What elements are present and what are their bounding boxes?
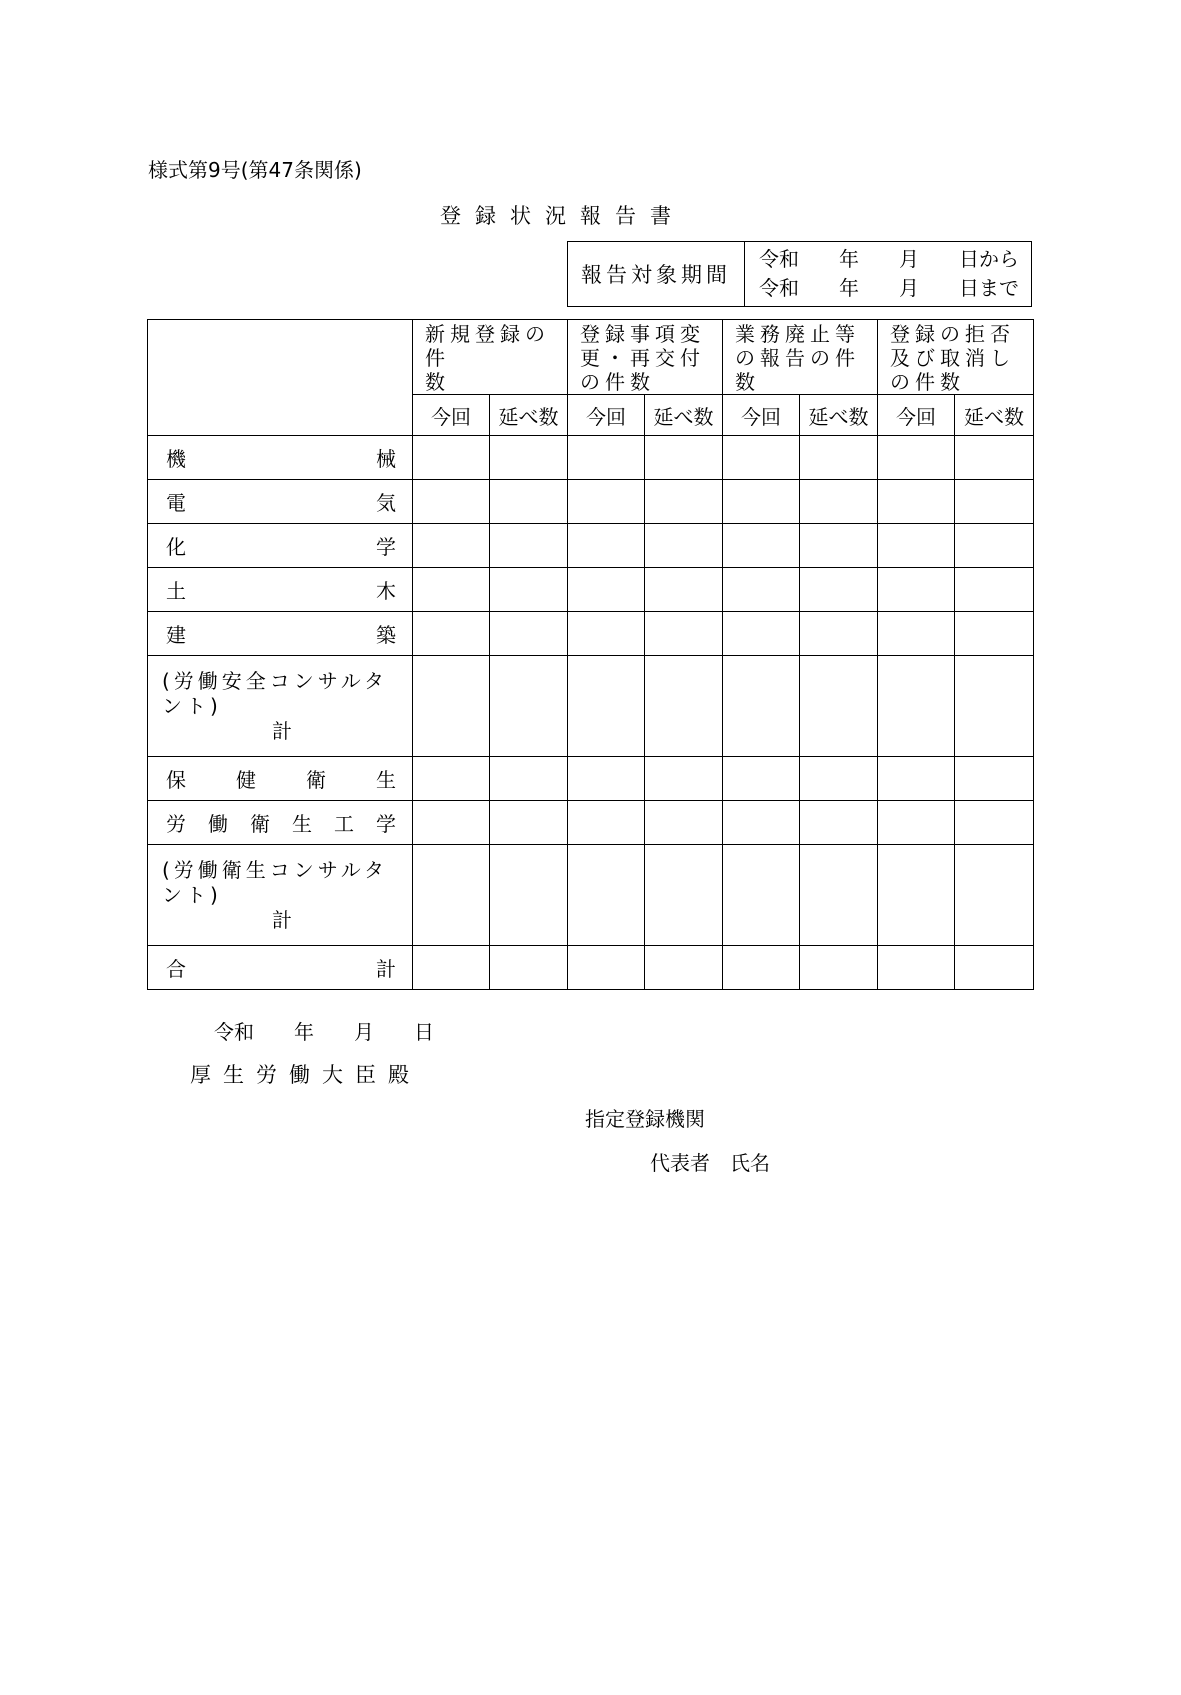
table-row-building: [148, 612, 1034, 656]
subheader-cumulative: 延べ数: [490, 395, 568, 436]
data-cell[interactable]: [568, 480, 645, 524]
data-cell[interactable]: [645, 480, 723, 524]
data-cell[interactable]: [645, 757, 723, 801]
row-label-hygiene-engineering: 労働衛生工学: [148, 801, 413, 845]
data-cell[interactable]: [490, 801, 568, 845]
data-cell[interactable]: [568, 568, 645, 612]
submission-date-field[interactable]: 令和 年 月 日: [214, 1020, 434, 1044]
data-cell[interactable]: [568, 946, 645, 990]
data-cell[interactable]: [645, 845, 723, 946]
subheader-current: 今回: [413, 395, 490, 436]
data-cell[interactable]: [878, 656, 955, 757]
data-cell[interactable]: [878, 757, 955, 801]
data-cell[interactable]: [645, 612, 723, 656]
data-cell[interactable]: [413, 656, 490, 757]
data-cell[interactable]: [568, 436, 645, 480]
data-cell[interactable]: [413, 801, 490, 845]
table-row-machine: [148, 436, 1034, 480]
data-cell[interactable]: [800, 757, 878, 801]
safety-consultant-label: (労働安全コンサルタント): [162, 668, 389, 718]
data-cell[interactable]: [800, 845, 878, 946]
data-cell[interactable]: [645, 524, 723, 568]
reporting-period-box: [567, 241, 1032, 307]
subheader-current: 今回: [723, 395, 800, 436]
subheader-current: 今回: [878, 395, 955, 436]
data-cell[interactable]: [568, 757, 645, 801]
data-cell[interactable]: [413, 845, 490, 946]
data-cell[interactable]: [645, 436, 723, 480]
data-cell[interactable]: [800, 480, 878, 524]
addressee: 厚生労働大臣殿: [190, 1063, 421, 1087]
data-cell[interactable]: [723, 757, 800, 801]
data-cell[interactable]: [490, 656, 568, 757]
row-label-health-consultant: [148, 845, 413, 946]
col-business-abolition: 業務廃止等の報告の件数: [723, 320, 878, 395]
data-cell[interactable]: [568, 801, 645, 845]
row-label-building: 建築: [148, 612, 413, 656]
safety-total-label: 計: [272, 718, 292, 743]
row-label-civil: 土木: [148, 568, 413, 612]
row-label-grand-total: 合計: [148, 946, 413, 990]
data-cell[interactable]: [490, 757, 568, 801]
subheader-cumulative: 延べ数: [800, 395, 878, 436]
data-cell[interactable]: [490, 612, 568, 656]
data-cell[interactable]: [413, 757, 490, 801]
data-cell[interactable]: [955, 656, 1034, 757]
data-cell[interactable]: [800, 612, 878, 656]
data-cell[interactable]: [955, 612, 1034, 656]
row-label-machine: 機械: [148, 436, 413, 480]
data-cell[interactable]: [568, 612, 645, 656]
form-number: 様式第9号(第47条関係): [148, 158, 362, 182]
health-consultant-label: (労働衛生コンサルタント): [162, 857, 389, 907]
data-cell[interactable]: [800, 801, 878, 845]
data-cell[interactable]: [413, 436, 490, 480]
data-cell[interactable]: [490, 845, 568, 946]
data-cell[interactable]: [723, 568, 800, 612]
data-cell[interactable]: [413, 480, 490, 524]
data-cell[interactable]: [878, 612, 955, 656]
data-cell[interactable]: [413, 524, 490, 568]
representative-name-field[interactable]: 代表者 氏名: [650, 1151, 770, 1175]
data-cell[interactable]: [568, 656, 645, 757]
table-row-health: [148, 757, 1034, 801]
data-cell[interactable]: [413, 568, 490, 612]
data-cell[interactable]: [645, 656, 723, 757]
col-refusals-cancellations: 登録の拒否及び取消しの件数: [878, 320, 1034, 395]
data-cell[interactable]: [723, 480, 800, 524]
data-cell[interactable]: [568, 845, 645, 946]
data-cell[interactable]: [645, 946, 723, 990]
data-cell[interactable]: [568, 524, 645, 568]
data-cell[interactable]: [878, 568, 955, 612]
period-from-field[interactable]: 令和 年 月 日から: [759, 247, 1019, 271]
table-row-hygiene-engineering: [148, 801, 1034, 845]
table-row-health-consultant-total: [148, 845, 1034, 946]
data-cell[interactable]: [800, 436, 878, 480]
data-cell[interactable]: [723, 845, 800, 946]
table-row-electric: [148, 480, 1034, 524]
data-cell[interactable]: [723, 656, 800, 757]
data-cell[interactable]: [723, 524, 800, 568]
reporting-period-values: [745, 242, 1031, 306]
data-cell[interactable]: [955, 436, 1034, 480]
col-changes-reissues: 登録事項変更・再交付の件数: [568, 320, 723, 395]
registration-status-table: [147, 319, 1034, 990]
data-cell[interactable]: [490, 946, 568, 990]
col-new-registrations: 新規登録の件 数: [413, 320, 568, 395]
reporting-period-label: 報告対象期間: [568, 242, 745, 306]
data-cell[interactable]: [955, 946, 1034, 990]
data-cell[interactable]: [955, 524, 1034, 568]
data-cell[interactable]: [645, 801, 723, 845]
data-cell[interactable]: [955, 480, 1034, 524]
data-cell[interactable]: [878, 480, 955, 524]
table-row-civil: [148, 568, 1034, 612]
table-row-chemical: [148, 524, 1034, 568]
data-cell[interactable]: [955, 757, 1034, 801]
header-corner-cell: [148, 320, 413, 436]
health-total-label: 計: [272, 907, 292, 932]
data-cell[interactable]: [723, 946, 800, 990]
data-cell[interactable]: [955, 801, 1034, 845]
data-cell[interactable]: [723, 612, 800, 656]
data-cell[interactable]: [800, 568, 878, 612]
row-label-electric: 電気: [148, 480, 413, 524]
data-cell[interactable]: [878, 845, 955, 946]
document-title: 登録状況報告書: [440, 204, 685, 228]
data-cell[interactable]: [490, 436, 568, 480]
row-label-safety-consultant: [148, 656, 413, 757]
data-cell[interactable]: [490, 480, 568, 524]
header-row: [148, 320, 1034, 395]
subheader-cumulative: 延べ数: [955, 395, 1034, 436]
data-cell[interactable]: [878, 524, 955, 568]
row-label-health: 保健衛生: [148, 757, 413, 801]
data-cell[interactable]: [878, 801, 955, 845]
subheader-current: 今回: [568, 395, 645, 436]
data-cell[interactable]: [800, 524, 878, 568]
row-label-chemical: 化学: [148, 524, 413, 568]
data-cell[interactable]: [800, 946, 878, 990]
table-row-grand-total: [148, 946, 1034, 990]
data-cell[interactable]: [723, 436, 800, 480]
designated-registration-body-label: 指定登録機関: [585, 1107, 705, 1131]
data-cell[interactable]: [955, 845, 1034, 946]
subheader-cumulative: 延べ数: [645, 395, 723, 436]
data-cell[interactable]: [490, 524, 568, 568]
data-cell[interactable]: [413, 612, 490, 656]
data-cell[interactable]: [645, 568, 723, 612]
table-row-safety-consultant-total: [148, 656, 1034, 757]
data-cell[interactable]: [878, 436, 955, 480]
data-cell[interactable]: [800, 656, 878, 757]
data-cell[interactable]: [878, 946, 955, 990]
data-cell[interactable]: [490, 568, 568, 612]
data-cell[interactable]: [955, 568, 1034, 612]
data-cell[interactable]: [723, 801, 800, 845]
period-to-field[interactable]: 令和 年 月 日まで: [759, 276, 1019, 300]
data-cell[interactable]: [413, 946, 490, 990]
